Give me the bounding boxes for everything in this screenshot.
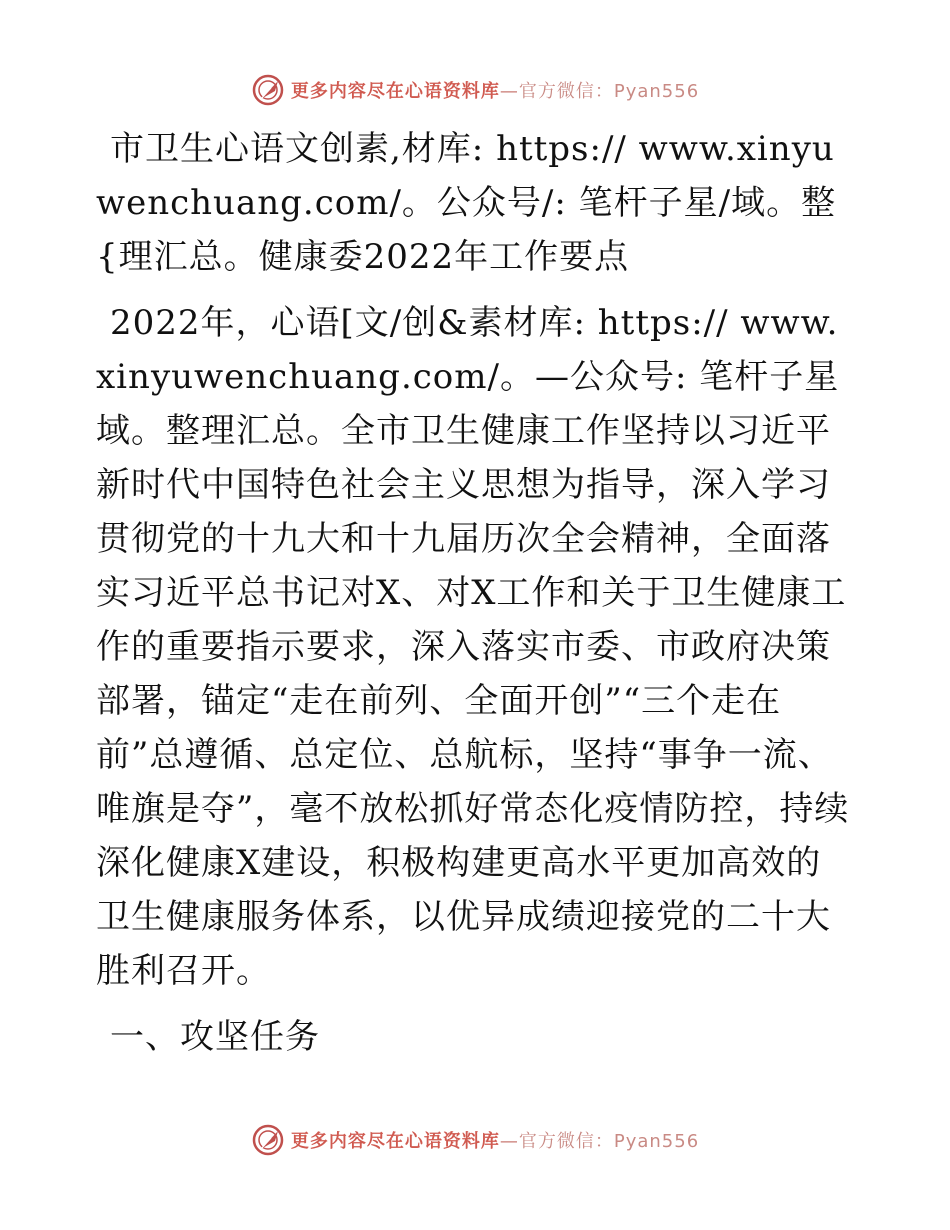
feather-pen-logo-icon (251, 1123, 285, 1157)
footer-watermark-banner (0, 1120, 950, 1160)
watermark-text (291, 77, 699, 103)
document-body (96, 122, 856, 1064)
watermark-main-text: 更多内容尽在心语资料库 (290, 81, 500, 102)
watermark-wechat-label: 官方微信： (518, 81, 614, 102)
watermark-wechat-label: 官方微信： (518, 1131, 614, 1152)
header-watermark-banner (0, 70, 950, 110)
watermark-dash: — (499, 1131, 519, 1152)
section-heading: 一、攻坚任务 (110, 1017, 320, 1057)
watermark-main-text: 更多内容尽在心语资料库 (290, 1131, 500, 1152)
intro-paragraph: 市卫生心语文创素,材库: https:// www.xinyuwenchuang.com/。公众号/: 笔杆子星/域。整{理汇总。健康委2022年工作要点 (96, 129, 837, 277)
watermark-text (291, 1127, 699, 1153)
watermark-wechat-id: Pyan556 (613, 81, 700, 102)
watermark-dash: — (499, 81, 519, 102)
watermark-wechat-id: Pyan556 (613, 1131, 700, 1152)
main-paragraph: 2022年，心语[文/创&素材库: https:// www.xinyuwenchuang.com/。—公众号: 笔杆子星域。整理汇总。全市卫生健康工作坚持以习近平新时代中国特色社会主义思想为指导，深入学习贯彻党的十九大和十九届历次全会精神，全面落实习近平总书记对X、对X工作和关于卫生健康工作的重要指示要求，深入落实市委、市政府决策部署，锚定“走在前列、全面开创”“三个走在前”总遵循、总定位、总航标，坚持“事争一流、唯旗是夺”，毫不放松抓好常态化疫情防控，持续深化健康X建设，积极构建更高水平更加高效的卫生健康服务体系，以优异成绩迎接党的二十大胜利召开。 (96, 303, 850, 991)
feather-pen-logo-icon (251, 73, 285, 107)
